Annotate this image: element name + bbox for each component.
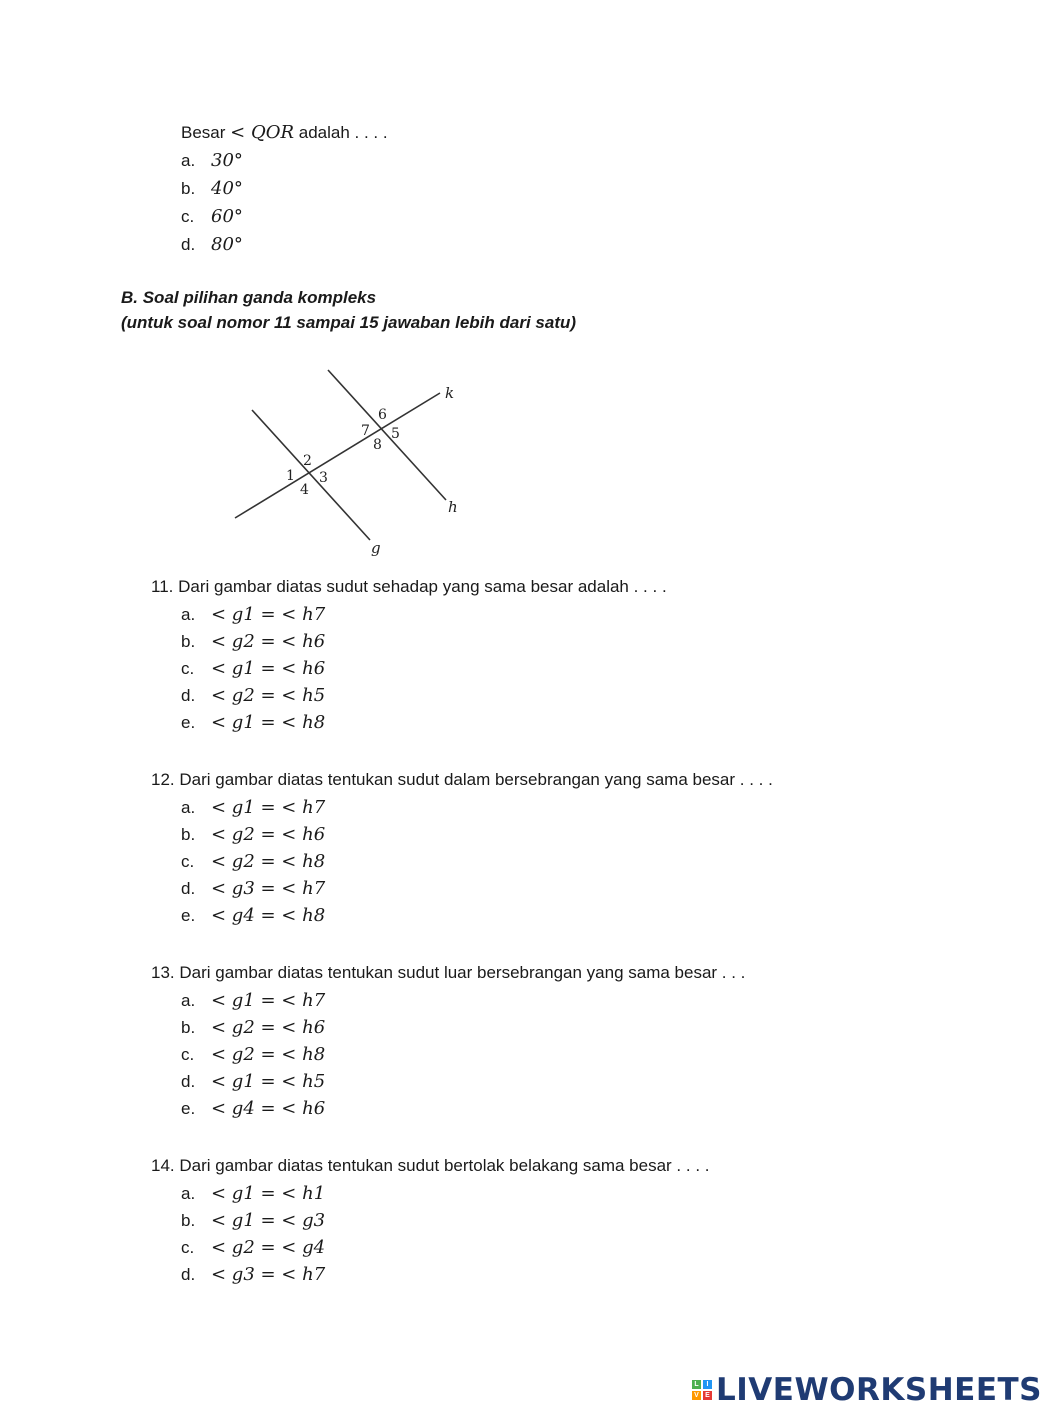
angle-label-6: 6 xyxy=(378,407,387,423)
option-value: < g1 = < h7 xyxy=(211,604,326,625)
line-g xyxy=(252,410,370,540)
answer-option[interactable] xyxy=(181,658,325,680)
angle-label-1: 1 xyxy=(286,468,295,484)
line-label-h: h xyxy=(448,498,458,516)
option-value: < g1 = < g3 xyxy=(211,1210,326,1231)
option-value: < g2 = < h6 xyxy=(211,824,326,845)
option-value: < g2 = < h6 xyxy=(211,1017,326,1038)
liveworksheets-logo xyxy=(692,1372,1042,1408)
option-letter: c. xyxy=(181,852,195,871)
angle-label-2: 2 xyxy=(303,453,312,469)
angle-label-4: 4 xyxy=(300,482,309,498)
answer-option[interactable] xyxy=(181,1071,325,1093)
q10-stem xyxy=(181,122,388,144)
answer-option[interactable] xyxy=(181,1183,325,1205)
option-letter: b. xyxy=(181,1018,196,1037)
option-value: 80° xyxy=(211,234,243,255)
option-value: < g1 = < h7 xyxy=(211,990,326,1011)
line-k xyxy=(235,393,440,518)
option-value: 40° xyxy=(211,178,243,199)
q10-option[interactable] xyxy=(181,178,243,200)
option-value: 60° xyxy=(211,206,243,227)
section-b-title: B. Soal pilihan ganda kompleks xyxy=(121,288,377,307)
option-letter: e. xyxy=(181,1099,196,1118)
section-b-subtitle: (untuk soal nomor 11 sampai 15 jawaban lebih dari satu) xyxy=(121,313,577,332)
option-value: < g1 = < h6 xyxy=(211,658,326,679)
option-letter: c. xyxy=(181,207,195,226)
option-letter: d. xyxy=(181,1265,196,1284)
option-letter: e. xyxy=(181,906,196,925)
option-letter: a. xyxy=(181,991,196,1010)
angle-label-5: 5 xyxy=(391,426,400,442)
question-text: 13. Dari gambar diatas tentukan sudut luar bersebrangan yang sama besar . . . xyxy=(151,963,746,982)
option-value: < g1 = < h8 xyxy=(211,712,326,733)
logo-text: LIVEWORKSHEETS xyxy=(716,1372,1042,1408)
logo-mark-icon xyxy=(692,1380,712,1400)
question-text: 12. Dari gambar diatas tentukan sudut dalam bersebrangan yang sama besar . . . . xyxy=(151,770,773,789)
answer-option[interactable] xyxy=(181,1210,325,1232)
option-value: 30° xyxy=(211,150,243,171)
option-value: < g3 = < h7 xyxy=(211,1264,326,1285)
answer-option[interactable] xyxy=(181,712,325,734)
option-letter: a. xyxy=(181,151,196,170)
answer-option[interactable] xyxy=(181,685,325,707)
option-letter: a. xyxy=(181,1184,196,1203)
answer-option[interactable] xyxy=(181,1017,325,1039)
q10-option[interactable] xyxy=(181,150,243,172)
option-value: < g1 = < h5 xyxy=(211,1071,326,1092)
answer-option[interactable] xyxy=(181,1237,325,1259)
option-letter: a. xyxy=(181,798,196,817)
option-letter: b. xyxy=(181,825,196,844)
option-letter: c. xyxy=(181,1238,195,1257)
angle-label-3: 3 xyxy=(319,470,328,486)
parallel-lines-figure xyxy=(225,360,485,565)
logo-tile: E xyxy=(703,1391,712,1400)
answer-option[interactable] xyxy=(181,1044,325,1066)
angle-label-7: 7 xyxy=(361,423,370,439)
option-letter: e. xyxy=(181,713,196,732)
answer-option[interactable] xyxy=(181,604,325,626)
line-label-k: k xyxy=(445,384,455,402)
q10-stem-suffix: adalah . . . . xyxy=(294,123,388,142)
answer-option[interactable] xyxy=(181,631,325,653)
option-letter: c. xyxy=(181,659,195,678)
angle-label-8: 8 xyxy=(373,437,382,453)
question-text: 11. Dari gambar diatas sudut sehadap yang sama besar adalah . . . . xyxy=(151,577,667,596)
q10-option[interactable] xyxy=(181,206,243,228)
q10-stem-math: < QOR xyxy=(230,122,295,143)
answer-option[interactable] xyxy=(181,851,325,873)
q10-stem-prefix: Besar xyxy=(181,123,231,142)
option-letter: b. xyxy=(181,179,196,198)
option-letter: a. xyxy=(181,605,196,624)
option-value: < g4 = < h8 xyxy=(211,905,326,926)
option-value: < g2 = < h8 xyxy=(211,851,326,872)
q10-option[interactable] xyxy=(181,234,243,256)
logo-tile: V xyxy=(692,1391,701,1400)
option-value: < g2 = < h5 xyxy=(211,685,326,706)
option-letter: b. xyxy=(181,1211,196,1230)
answer-option[interactable] xyxy=(181,1098,325,1120)
answer-option[interactable] xyxy=(181,797,325,819)
option-letter: c. xyxy=(181,1045,195,1064)
answer-option[interactable] xyxy=(181,824,325,846)
option-letter: d. xyxy=(181,879,196,898)
option-letter: d. xyxy=(181,1072,196,1091)
option-value: < g1 = < h7 xyxy=(211,797,326,818)
answer-option[interactable] xyxy=(181,1264,325,1286)
option-letter: d. xyxy=(181,686,196,705)
option-value: < g3 = < h7 xyxy=(211,878,326,899)
answer-option[interactable] xyxy=(181,878,325,900)
option-value: < g1 = < h1 xyxy=(211,1183,326,1204)
line-h xyxy=(328,370,446,500)
answer-option[interactable] xyxy=(181,990,325,1012)
option-letter: d. xyxy=(181,235,196,254)
option-value: < g2 = < h6 xyxy=(211,631,326,652)
logo-tile: I xyxy=(703,1380,712,1389)
line-label-g: g xyxy=(371,539,381,557)
question-text: 14. Dari gambar diatas tentukan sudut bertolak belakang sama besar . . . . xyxy=(151,1156,710,1175)
option-letter: b. xyxy=(181,632,196,651)
answer-option[interactable] xyxy=(181,905,325,927)
option-value: < g4 = < h6 xyxy=(211,1098,326,1119)
option-value: < g2 = < h8 xyxy=(211,1044,326,1065)
option-value: < g2 = < g4 xyxy=(211,1237,326,1258)
logo-tile: L xyxy=(692,1380,701,1389)
